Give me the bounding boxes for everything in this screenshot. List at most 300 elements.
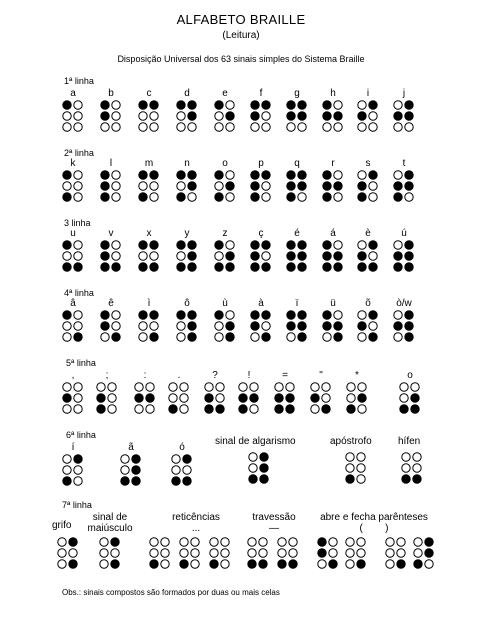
braille-cell-e-circumflex [99, 298, 123, 343]
empty-dot [63, 466, 71, 474]
group-parentheses [312, 512, 436, 534]
row-label-6: 6ª linha [66, 430, 96, 440]
raised-dot [369, 241, 377, 249]
braille-cell-svg [392, 239, 416, 273]
braille-cell-svg [249, 99, 273, 133]
empty-dot [226, 241, 234, 249]
raised-dot [358, 322, 366, 330]
raised-dot [262, 311, 270, 319]
raised-dot [177, 263, 185, 271]
empty-dot [161, 549, 169, 557]
braille-dots [61, 381, 85, 415]
raised-dot [150, 333, 158, 341]
empty-dot [150, 322, 158, 330]
cell-letter: q [294, 158, 300, 169]
cell-letter: m [144, 158, 154, 169]
empty-dot [58, 549, 66, 557]
braille-dots [237, 381, 261, 415]
empty-dot [74, 322, 82, 330]
raised-dot [101, 311, 109, 319]
braille-cell-svg [61, 453, 85, 487]
empty-dot [63, 252, 71, 260]
braille-dots [249, 239, 273, 273]
empty-dot [318, 560, 326, 568]
empty-dot [394, 241, 402, 249]
cell-letter: " [319, 370, 323, 381]
empty-dot [358, 405, 366, 413]
raised-dot [286, 405, 294, 413]
braille-cell-o-tilde [356, 298, 380, 343]
raised-dot [74, 263, 82, 271]
braille-cell-svg [356, 99, 380, 133]
empty-dot [347, 394, 355, 402]
raised-dot [323, 252, 331, 260]
cell-letter: í [71, 442, 75, 453]
raised-dot [298, 241, 306, 249]
braille-cell-svg [148, 536, 172, 570]
empty-dot [425, 560, 433, 568]
cell-letter: ê [108, 298, 114, 309]
braille-cell-svg [175, 99, 199, 133]
raised-dot [63, 193, 71, 201]
raised-dot [121, 477, 129, 485]
empty-dot [180, 383, 188, 391]
raised-dot [251, 322, 259, 330]
raised-dot [369, 263, 377, 271]
braille-dots [285, 169, 309, 203]
empty-dot [358, 311, 366, 319]
braille-cell-svg [392, 99, 416, 133]
raised-dot [226, 182, 234, 190]
braille-cell-degree [398, 370, 422, 415]
empty-dot [226, 193, 234, 201]
raised-dot [323, 101, 331, 109]
braille-dots [249, 99, 273, 133]
braille-dots [178, 536, 202, 575]
braille-dots [309, 381, 333, 415]
row-label-2: 2ª linha [64, 148, 94, 158]
braille-cell-comma [61, 370, 85, 415]
cell-letter: i [366, 88, 370, 99]
empty-dot [177, 322, 185, 330]
empty-dot [275, 383, 283, 391]
empty-dot [205, 383, 213, 391]
braille-cell-c-cedilla [249, 228, 273, 273]
cell-letter: * [355, 370, 359, 381]
raised-dot [298, 171, 306, 179]
cell-letter: v [108, 228, 114, 239]
braille-cell-e [213, 88, 237, 133]
raised-dot [278, 560, 286, 568]
braille-cell-svg [249, 239, 273, 273]
raised-dot [298, 182, 306, 190]
empty-dot [161, 560, 169, 568]
braille-cell-u-grave [213, 298, 237, 343]
braille-cell-number-sign [215, 436, 315, 485]
raised-dot [74, 455, 82, 463]
braille-cell-asterisk [345, 370, 369, 415]
empty-dot [259, 549, 267, 557]
page-title: ALFABETO BRAILLE [176, 12, 306, 27]
empty-dot [262, 322, 270, 330]
braille-dots [203, 381, 227, 415]
raised-dot [334, 333, 342, 341]
braille-cell-svg [213, 99, 237, 133]
empty-dot [63, 322, 71, 330]
raised-dot [358, 182, 366, 190]
raised-dot [250, 394, 258, 402]
cell-letter: ç [258, 228, 264, 239]
braille-cell-o-circumflex [175, 298, 199, 343]
braille-dots [249, 309, 273, 343]
empty-dot [112, 182, 120, 190]
raised-dot [394, 112, 402, 120]
braille-cell-period [167, 370, 191, 415]
braille-cell-equals [273, 370, 297, 415]
empty-dot [139, 252, 147, 260]
cell-letter: c [146, 88, 152, 99]
braille-cell-svg [137, 239, 161, 273]
empty-dot [63, 123, 71, 131]
cell-letter: è [365, 228, 371, 239]
cell-letter: = [282, 370, 288, 381]
empty-dot [289, 549, 297, 557]
empty-dot [248, 549, 256, 557]
empty-dot [311, 383, 319, 391]
empty-dot [74, 193, 82, 201]
braille-cell-k [61, 158, 85, 203]
cell-letter: ü [330, 298, 336, 309]
braille-cell-svg [95, 381, 119, 415]
braille-cell-svg [285, 239, 309, 273]
cell-letter: á [330, 228, 336, 239]
raised-dot [183, 455, 191, 463]
braille-cell-e-acute [285, 228, 309, 273]
empty-dot [191, 538, 199, 546]
row-label-7: 7ª linha [62, 500, 92, 510]
group-sub: — [269, 523, 279, 534]
cell-letter: p [258, 158, 264, 169]
braille-cell-semicolon [95, 370, 119, 415]
braille-dots [119, 453, 143, 487]
braille-dots [400, 451, 424, 485]
raised-dot [286, 394, 294, 402]
empty-dot [215, 182, 223, 190]
empty-dot [369, 193, 377, 201]
empty-dot [135, 383, 143, 391]
cell-letter: ? [212, 370, 218, 381]
braille-dots [356, 239, 380, 273]
cell-letter: : [143, 370, 147, 381]
empty-dot [402, 453, 410, 461]
raised-dot [112, 263, 120, 271]
empty-dot [139, 112, 147, 120]
empty-dot [251, 333, 259, 341]
braille-cell-a [61, 88, 85, 133]
braille-cell-svg [137, 309, 161, 343]
group-capital-sign [80, 512, 140, 534]
raised-dot [357, 560, 365, 568]
empty-dot [358, 241, 366, 249]
raised-dot [139, 101, 147, 109]
raised-dot [405, 333, 413, 341]
braille-dots [98, 536, 122, 575]
empty-dot [172, 455, 180, 463]
braille-cell-d [175, 88, 199, 133]
raised-dot [188, 311, 196, 319]
empty-dot [188, 123, 196, 131]
braille-cell-y [175, 228, 199, 273]
braille-dots [213, 99, 237, 133]
braille-dots [99, 99, 123, 133]
raised-dot [251, 252, 259, 260]
braille-dots [148, 536, 172, 575]
raised-dot [177, 311, 185, 319]
raised-dot [318, 549, 326, 557]
braille-cell-svg [237, 381, 261, 415]
braille-cell-svg [400, 451, 424, 485]
raised-dot [101, 241, 109, 249]
raised-dot [239, 394, 247, 402]
raised-dot [226, 263, 234, 271]
raised-dot [262, 263, 270, 271]
empty-dot [289, 538, 297, 546]
raised-dot [405, 112, 413, 120]
raised-dot [323, 322, 331, 330]
empty-dot [74, 311, 82, 319]
braille-cell-svg [392, 169, 416, 203]
braille-cell-svg [175, 239, 199, 273]
cell-letter: k [70, 158, 76, 169]
cell-letter: a [70, 88, 76, 99]
braille-cell-svg [285, 309, 309, 343]
raised-dot [188, 252, 196, 260]
raised-dot [298, 101, 306, 109]
cell-letter: , [71, 370, 75, 381]
empty-dot [346, 560, 354, 568]
braille-dots [392, 239, 416, 273]
empty-dot [108, 394, 116, 402]
empty-dot [100, 560, 108, 568]
empty-dot [215, 123, 223, 131]
empty-dot [112, 112, 120, 120]
braille-cell-svg [249, 169, 273, 203]
empty-dot [177, 333, 185, 341]
empty-dot [135, 405, 143, 413]
braille-cell-svg [344, 536, 368, 570]
braille-cell-v [99, 228, 123, 273]
empty-dot [239, 383, 247, 391]
braille-cell-svg [119, 453, 143, 487]
braille-cell-svg [412, 536, 436, 570]
braille-cell-a-grave [249, 298, 273, 343]
raised-dot [63, 101, 71, 109]
empty-dot [172, 466, 180, 474]
empty-dot [101, 123, 109, 131]
raised-dot [405, 241, 413, 249]
raised-dot [405, 311, 413, 319]
braille-cell-u [61, 228, 85, 273]
empty-dot [150, 112, 158, 120]
braille-dots [285, 239, 309, 273]
cell-letter: r [331, 158, 335, 169]
braille-cell-svg [203, 381, 227, 415]
empty-dot [63, 182, 71, 190]
raised-dot [334, 252, 342, 260]
empty-dot [386, 538, 394, 546]
braille-cell-exclamation [237, 370, 261, 415]
empty-dot [221, 538, 229, 546]
raised-dot [63, 241, 71, 249]
braille-dots [213, 309, 237, 343]
raised-dot [216, 405, 224, 413]
empty-dot [221, 549, 229, 557]
braille-dots [137, 239, 161, 273]
braille-dots [95, 381, 119, 415]
braille-cell-c [137, 88, 161, 133]
braille-cell-svg [344, 451, 368, 485]
braille-dots [392, 309, 416, 343]
empty-dot [226, 171, 234, 179]
braille-cell-svg [178, 536, 202, 570]
cell-letter: o [407, 370, 413, 381]
raised-dot [215, 193, 223, 201]
cell-label: apóstrofo [330, 436, 372, 447]
braille-cell-a-tilde [119, 442, 143, 487]
empty-dot [369, 112, 377, 120]
raised-dot [311, 394, 319, 402]
raised-dot [146, 394, 154, 402]
raised-dot [150, 101, 158, 109]
braille-cell-svg [356, 309, 380, 343]
raised-dot [150, 311, 158, 319]
braille-cell-a-circumflex [61, 298, 85, 343]
raised-dot [397, 560, 405, 568]
empty-dot [226, 311, 234, 319]
raised-dot [150, 560, 158, 568]
empty-dot [221, 560, 229, 568]
empty-dot [150, 182, 158, 190]
raised-dot [177, 193, 185, 201]
raised-dot [262, 171, 270, 179]
braille-cell-e-grave [356, 228, 380, 273]
braille-cell-svg [356, 239, 380, 273]
braille-dots [285, 99, 309, 133]
raised-dot [262, 101, 270, 109]
braille-dots [321, 99, 345, 133]
braille-dots [61, 99, 85, 133]
empty-dot [346, 453, 354, 461]
empty-dot [100, 549, 108, 557]
raised-dot [169, 405, 177, 413]
raised-dot [63, 171, 71, 179]
raised-dot [249, 475, 257, 483]
braille-dots [392, 99, 416, 133]
braille-dots [137, 309, 161, 343]
empty-dot [414, 549, 422, 557]
raised-dot [411, 394, 419, 402]
empty-dot [386, 560, 394, 568]
empty-dot [262, 182, 270, 190]
raised-dot [101, 322, 109, 330]
braille-dots [321, 239, 345, 273]
raised-dot [329, 560, 337, 568]
empty-dot [287, 333, 295, 341]
row-label-5: 5ª linha [66, 358, 96, 368]
empty-dot [139, 123, 147, 131]
braille-cell-i-acute [61, 442, 85, 487]
empty-dot [169, 383, 177, 391]
braille-cell-svg [321, 169, 345, 203]
braille-cell-svg [285, 99, 309, 133]
cell-label: hífen [398, 436, 421, 447]
empty-dot [413, 464, 421, 472]
empty-dot [287, 123, 295, 131]
braille-cell-svg [213, 169, 237, 203]
empty-dot [323, 333, 331, 341]
raised-dot [425, 549, 433, 557]
braille-cell-svg [61, 381, 85, 415]
cell-letter: n [184, 158, 190, 169]
braille-cell-svg [137, 169, 161, 203]
row-label-3: 3 linha [64, 218, 91, 228]
empty-dot [249, 453, 257, 461]
empty-dot [180, 394, 188, 402]
page-subtitle: (Leitura) [222, 30, 260, 41]
empty-dot [402, 464, 410, 472]
braille-dots [208, 536, 232, 575]
braille-dots [249, 169, 273, 203]
empty-dot [191, 549, 199, 557]
braille-cell-f [249, 88, 273, 133]
raised-dot [298, 112, 306, 120]
empty-dot [329, 538, 337, 546]
empty-dot [278, 538, 286, 546]
empty-dot [400, 394, 408, 402]
raised-dot [188, 263, 196, 271]
braille-cell-u-acute [392, 228, 416, 273]
braille-dots [356, 99, 380, 133]
braille-cell-o-grave-w [392, 298, 416, 343]
cell-letter: . [177, 370, 181, 381]
raised-dot [188, 101, 196, 109]
raised-dot [251, 182, 259, 190]
empty-dot [226, 101, 234, 109]
raised-dot [287, 263, 295, 271]
empty-dot [414, 538, 422, 546]
empty-dot [100, 538, 108, 546]
cell-letter: t [402, 158, 406, 169]
empty-dot [215, 112, 223, 120]
group-label: abre e fecha parênteses [320, 512, 428, 523]
raised-dot [369, 171, 377, 179]
braille-cell-svg [61, 309, 85, 343]
braille-dots [99, 309, 123, 343]
empty-dot [63, 455, 71, 463]
raised-dot [63, 263, 71, 271]
raised-dot [394, 193, 402, 201]
raised-dot [323, 311, 331, 319]
empty-dot [357, 464, 365, 472]
raised-dot [358, 394, 366, 402]
cell-letter: z [222, 228, 228, 239]
braille-dots [175, 239, 199, 273]
empty-dot [111, 549, 119, 557]
empty-dot [400, 383, 408, 391]
empty-dot [108, 405, 116, 413]
empty-dot [250, 383, 258, 391]
raised-dot [132, 477, 140, 485]
